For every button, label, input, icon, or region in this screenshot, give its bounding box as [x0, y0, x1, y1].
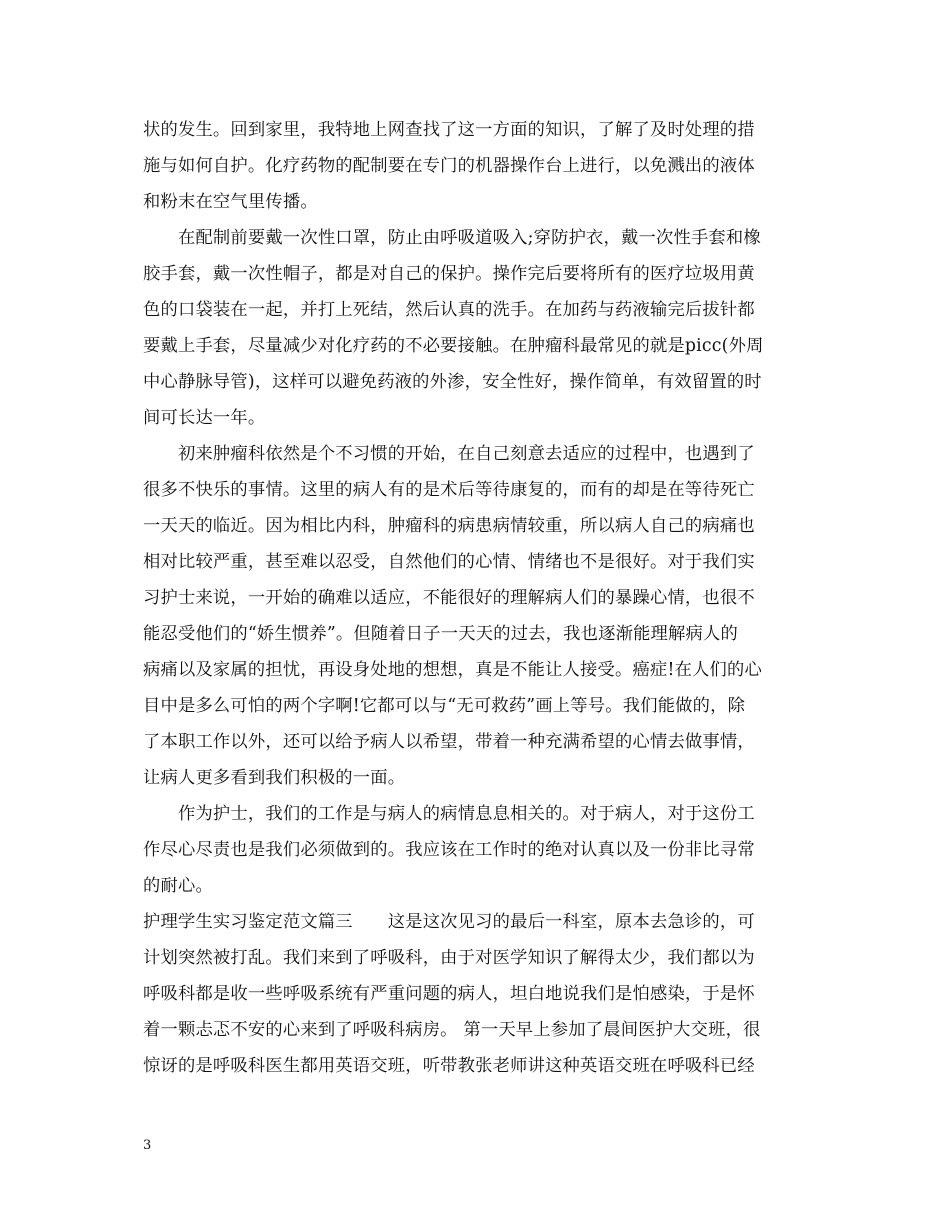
text-line: 胶手套，戴一次性帽子，都是对自己的保护。操作完后要将所有的医疗垃圾用黄 [143, 264, 755, 284]
text-line: 中心静脉导管)，这样可以避免药液的外渗，安全性好，操作简单，有效留置的时 [143, 372, 762, 392]
text-line: 计划突然被打乱。我们来到了呼吸科，由于对医学知识了解得太少，我们都以为 [143, 948, 755, 968]
text-line: 状的发生。回到家里，我特地上网查找了这一方面的知识，了解了及时处理的措 [143, 120, 755, 140]
text-line: 初来肿瘤科依然是个不习惯的开始，在自己刻意去适应的过程中，也遇到了 [143, 444, 755, 464]
text-line: 目中是多么可怕的两个字啊!它都可以与“无可救药”画上等号。我们能做的，除 [143, 696, 746, 716]
text-line: 呼吸科都是收一些呼吸系统有严重问题的病人，坦白地说我们是怕感染，于是怀 [143, 984, 755, 1004]
text-line: 作尽心尽责也是我们必须做到的。我应该在工作时的绝对认真以及一份非比寻常 [143, 840, 755, 860]
body-text [143, 112, 813, 1084]
text-line: 色的口袋装在一起，并打上死结，然后认真的洗手。在加药与药液输完后拔针都 [143, 300, 755, 320]
text-line: 能忍受他们的“娇生惯养”。但随着日子一天天的过去，我也逐渐能理解病人的 [143, 624, 738, 644]
page-number: 3 [143, 1138, 152, 1153]
text-line: 病痛以及家属的担忧，再设身处地的想想，真是不能让人接受。癌症!在人们的心 [143, 660, 762, 680]
text-line: 的耐心。 [143, 876, 213, 896]
text-line: 习护士来说，一开始的确难以适应，不能很好的理解病人们的暴躁心情，也很不 [143, 588, 755, 608]
text-line: 很多不快乐的事情。这里的病人有的是术后等待康复的，而有的却是在等待死亡 [143, 480, 755, 500]
text-line: 让病人更多看到我们积极的一面。 [143, 768, 406, 788]
text-line: 和粉末在空气里传播。 [143, 192, 318, 212]
text-line: 一天天的临近。因为相比内科，肿瘤科的病患病情较重，所以病人自己的病痛也 [143, 516, 755, 536]
text-line: 着一颗忐忑不安的心来到了呼吸科病房。 第一天早上参加了晨间医护大交班，很 [143, 1020, 761, 1040]
text-line: 施与如何自护。化疗药物的配制要在专门的机器操作台上进行，以免溅出的液体 [143, 156, 755, 176]
text-line: 间可长达一年。 [143, 408, 266, 428]
text-line: 在配制前要戴一次性口罩，防止由呼吸道吸入;穿防护衣，戴一次性手套和橡 [143, 228, 761, 248]
text-line: 惊讶的是呼吸科医生都用英语交班，听带教张老师讲这种英语交班在呼吸科已经 [143, 1056, 755, 1076]
text-line: 相对比较严重，甚至难以忍受，自然他们的心情、情绪也不是很好。对于我们实 [143, 552, 755, 572]
text-line: 了本职工作以外，还可以给予病人以希望，带着一种充满希望的心情去做事情， [143, 732, 755, 752]
text-line: 作为护士，我们的工作是与病人的病情息息相关的。对于病人，对于这份工 [143, 804, 755, 824]
text-line: 要戴上手套，尽量减少对化疗药的不必要接触。在肿瘤科最常见的就是picc(外周 [143, 336, 764, 356]
text-line: 护理学生实习鉴定范文篇三 这是这次见习的最后一科室，原本去急诊的，可 [143, 912, 755, 932]
